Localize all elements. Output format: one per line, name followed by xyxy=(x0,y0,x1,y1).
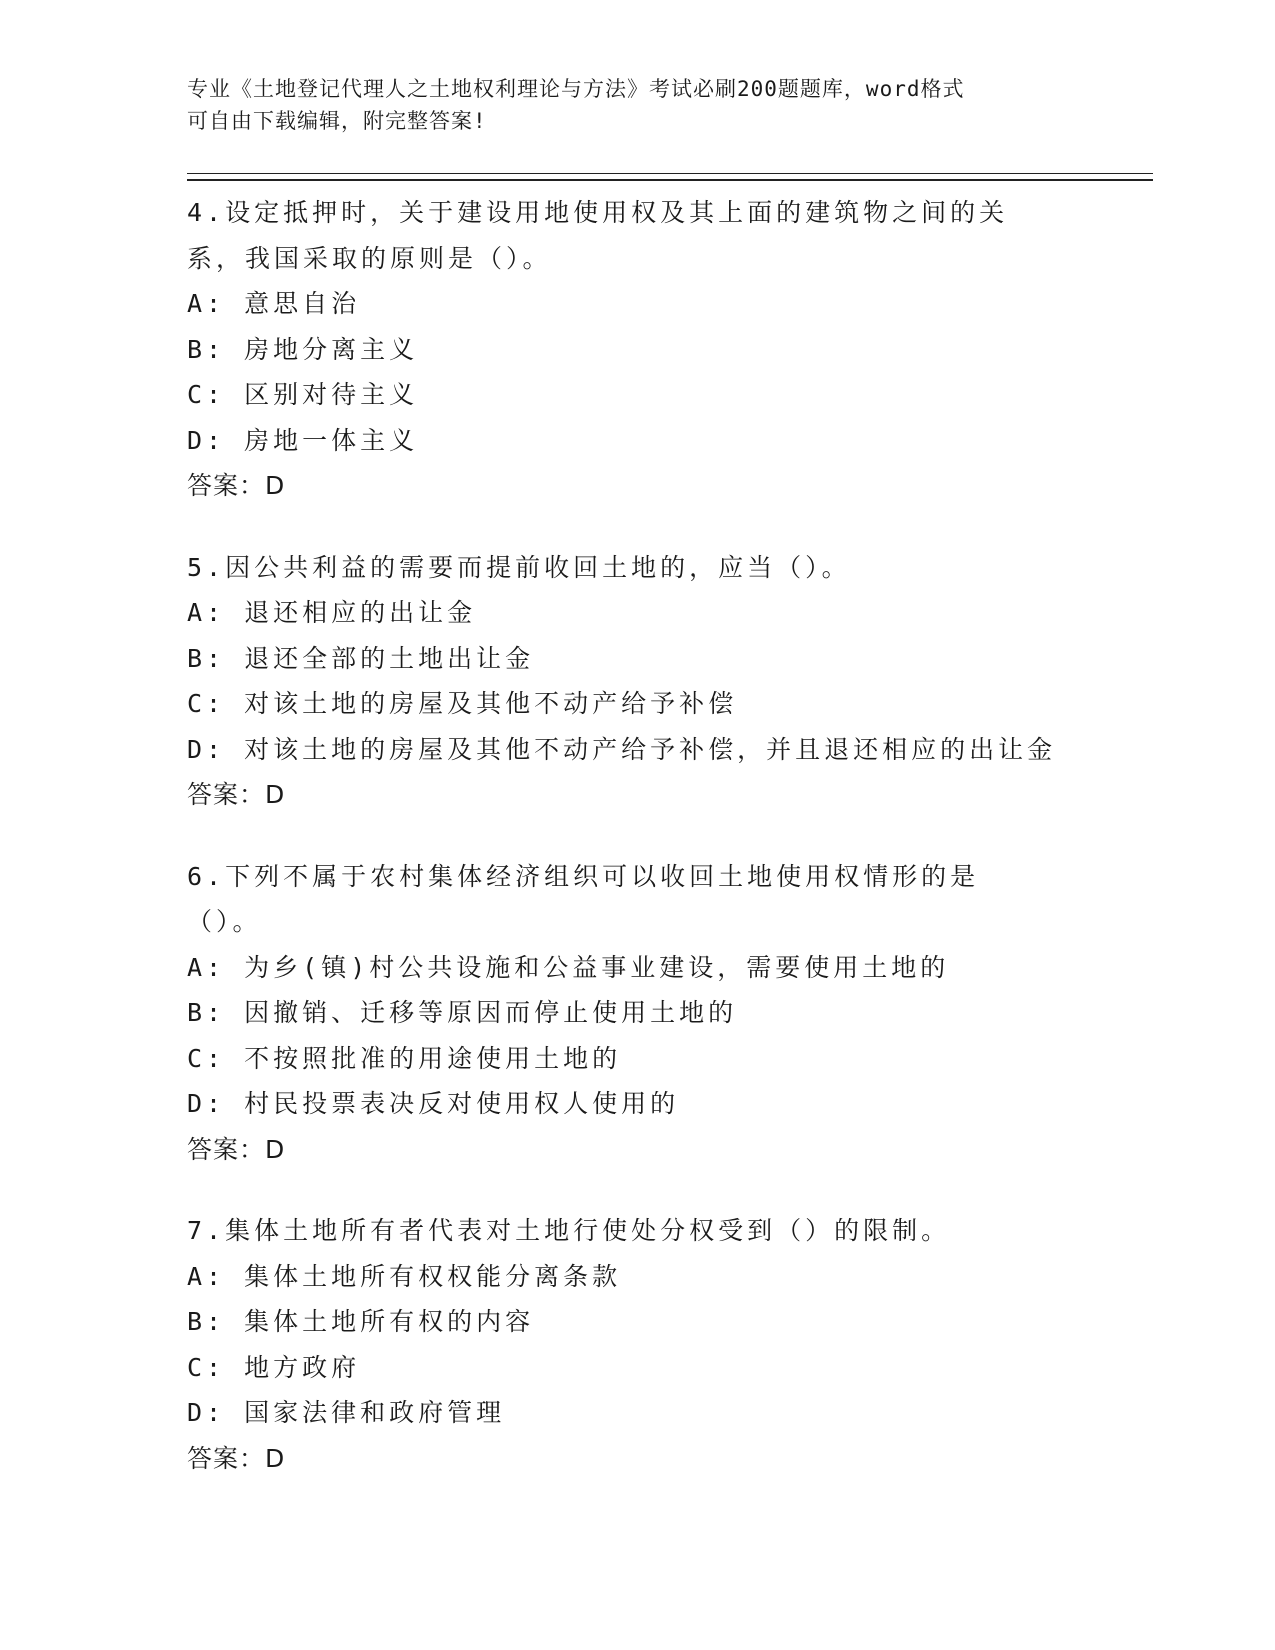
option-c: C: 区别对待主义 xyxy=(187,380,419,409)
option-d: D: 国家法律和政府管理 xyxy=(187,1398,506,1427)
question-5 xyxy=(187,545,1147,818)
question-list xyxy=(187,190,1147,1517)
header-divider-thick xyxy=(187,179,1153,181)
option-a: A: 为乡(镇)村公共设施和公益事业建设，需要使用土地的 xyxy=(187,952,950,982)
question-stem: 5.因公共利益的需要而提前收回土地的，应当（）。 xyxy=(187,552,851,582)
header-line-2: 可自由下载编辑，附完整答案! xyxy=(187,109,487,133)
option-d: D: 房地一体主义 xyxy=(187,425,419,455)
question-7 xyxy=(187,1208,1147,1481)
option-c: C: 地方政府 xyxy=(187,1352,361,1382)
option-b: B: 房地分离主义 xyxy=(187,334,419,364)
question-stem: 7.集体土地所有者代表对土地行使处分权受到（）的限制。 xyxy=(187,1216,951,1245)
question-4 xyxy=(187,190,1147,509)
header-line-1: 专业《土地登记代理人之土地权利理论与方法》考试必刷200题题库，word格式 xyxy=(187,77,965,101)
document-header xyxy=(187,73,1087,137)
answer-label: 答案：D xyxy=(187,1443,286,1473)
option-c: C: 对该土地的房屋及其他不动产给予补偿 xyxy=(187,689,738,718)
option-d: D: 村民投票表决反对使用权人使用的 xyxy=(187,1089,680,1118)
answer-label: 答案：D xyxy=(187,471,286,500)
option-a: A: 退还相应的出让金 xyxy=(187,598,477,627)
answer-label: 答案：D xyxy=(187,1134,286,1164)
option-b: B: 退还全部的土地出让金 xyxy=(187,643,535,673)
option-c: C: 不按照批准的用途使用土地的 xyxy=(187,1043,622,1073)
option-d: D: 对该土地的房屋及其他不动产给予补偿，并且退还相应的出让金 xyxy=(187,734,1057,764)
question-stem: 4.设定抵押时，关于建设用地使用权及其上面的建筑物之间的关系，我国采取的原则是（）。 xyxy=(187,198,1009,273)
option-a: A: 意思自治 xyxy=(187,289,361,318)
option-b: B: 集体土地所有权的内容 xyxy=(187,1307,535,1336)
header-divider-thin xyxy=(187,173,1153,174)
question-stem: 6.下列不属于农村集体经济组织可以收回土地使用权情形的是（）。 xyxy=(187,861,980,936)
answer-label: 答案：D xyxy=(187,780,286,809)
option-b: B: 因撤销、迁移等原因而停止使用土地的 xyxy=(187,998,738,1027)
question-6 xyxy=(187,854,1147,1173)
option-a: A: 集体土地所有权权能分离条款 xyxy=(187,1261,622,1291)
